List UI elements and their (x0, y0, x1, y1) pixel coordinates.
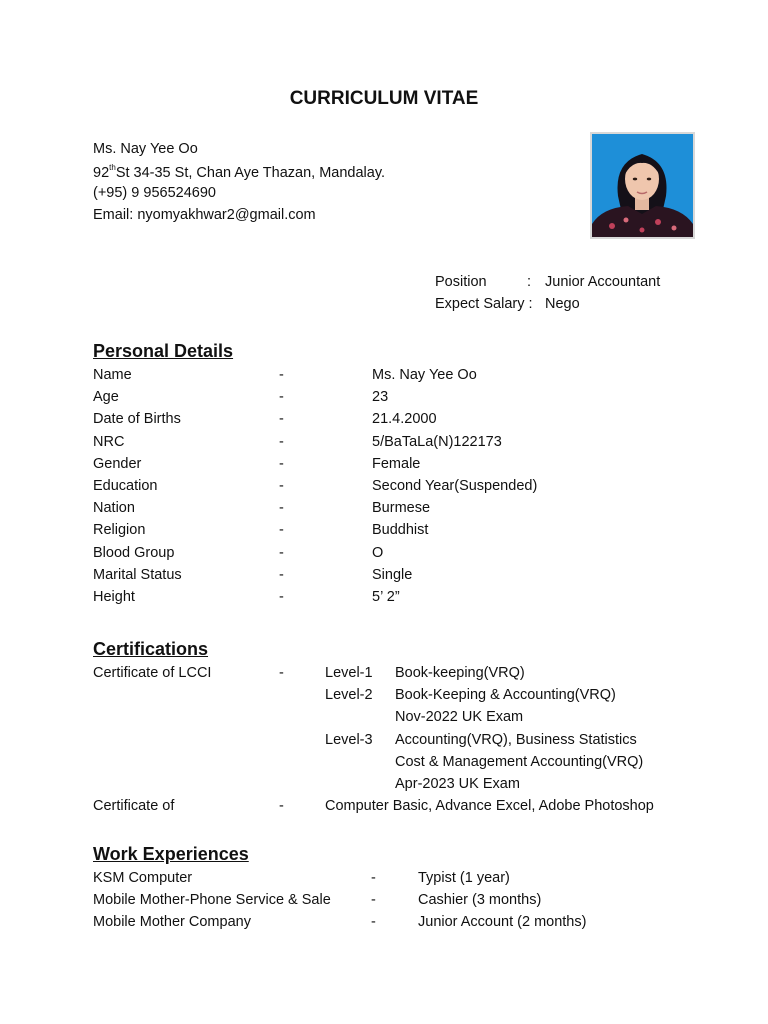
lcci-level-line (0, 732, 768, 754)
detail-label: Date of Births (93, 411, 181, 428)
contact-name: Ms. Nay Yee Oo (93, 141, 198, 157)
personal-detail-row (0, 434, 768, 456)
lcci-level: Level-1 (325, 665, 373, 681)
detail-value: Ms. Nay Yee Oo (372, 367, 477, 383)
lcci-level-line (0, 754, 768, 776)
detail-label: Height (93, 589, 135, 605)
detail-label: Marital Status (93, 566, 182, 583)
lcci-level-text: Nov-2022 UK Exam (395, 709, 524, 726)
position-label: Position (435, 274, 487, 290)
lcci-level: Level-2 (325, 687, 373, 704)
work-company: Mobile Mother Company (93, 914, 251, 931)
detail-value: 5’ 2” (372, 589, 400, 605)
work-experience-row (0, 914, 768, 936)
salary-row (0, 296, 768, 318)
personal-detail-row (0, 522, 768, 544)
lcci-label: Certificate of LCCI (93, 665, 212, 681)
contact-phone: (+95) 9 956524690 (93, 185, 216, 201)
work-experience-row (0, 892, 768, 914)
position-value: Junior Accountant (545, 274, 661, 290)
detail-label: NRC (93, 433, 125, 450)
work-company: Mobile Mother-Phone Service & Sale (93, 892, 331, 909)
lcci-separator: - (279, 665, 284, 681)
detail-value: Burmese (372, 500, 431, 517)
detail-separator: - (279, 455, 284, 472)
work-experience-row (0, 870, 768, 892)
work-separator: - (371, 870, 376, 886)
detail-separator: - (279, 433, 284, 450)
detail-label: Blood Group (93, 544, 175, 561)
salary-label: Expect Salary : (435, 296, 533, 312)
personal-detail-row (0, 478, 768, 500)
contact-address (93, 163, 385, 181)
detail-separator: - (279, 566, 284, 583)
address-street: St 34-35 St, Chan Aye Thazan, Mandalay. (115, 165, 386, 181)
lcci-level-line (0, 687, 768, 709)
lcci-level-text: Apr-2023 UK Exam (395, 776, 520, 792)
lcci-level-text: Book-Keeping & Accounting(VRQ) (395, 687, 616, 704)
personal-detail-row (0, 456, 768, 478)
detail-separator: - (279, 522, 284, 539)
detail-label: Nation (93, 500, 135, 517)
certifications-heading: Certifications (93, 639, 209, 659)
lcci-level-text: Cost & Management Accounting(VRQ) (395, 753, 644, 770)
lcci-level: Level-3 (325, 731, 373, 748)
other-certificate-label: Certificate of (93, 798, 175, 814)
contact-email: Email: nyomyakhwar2@gmail.com (93, 207, 316, 223)
other-certificate-value: Computer Basic, Advance Excel, Adobe Photoshop (325, 798, 654, 814)
detail-value: 21.4.2000 (372, 411, 437, 428)
detail-label: Education (93, 478, 158, 494)
detail-value: Second Year(Suspended) (372, 478, 538, 494)
work-experiences-heading: Work Experiences (93, 844, 249, 864)
work-role: Typist (1 year) (418, 870, 510, 886)
work-role: Junior Account (2 months) (418, 914, 587, 931)
personal-detail-row (0, 500, 768, 522)
detail-separator: - (279, 389, 284, 406)
personal-details-heading: Personal Details (93, 341, 234, 361)
lcci-level-text: Book-keeping(VRQ) (395, 665, 525, 681)
detail-value: 5/BaTaLa(N)122173 (372, 433, 502, 450)
detail-separator: - (279, 367, 284, 383)
detail-value: Single (372, 566, 413, 583)
detail-separator: - (279, 500, 284, 517)
address-superscript: th (109, 163, 116, 172)
detail-separator: - (279, 478, 284, 494)
position-row (0, 274, 768, 296)
page-title: CURRICULUM VITAE (289, 88, 479, 109)
detail-value: Female (372, 455, 421, 472)
detail-separator: - (279, 544, 284, 561)
other-certificate-separator: - (279, 798, 284, 814)
personal-detail-row (0, 545, 768, 567)
work-company: KSM Computer (93, 870, 193, 886)
lcci-level-line (0, 776, 768, 798)
detail-value: 23 (372, 389, 389, 406)
detail-value: Buddhist (372, 522, 429, 539)
position-separator: : (527, 274, 532, 290)
personal-detail-row (0, 411, 768, 433)
detail-value: O (372, 544, 384, 561)
lcci-level-text: Accounting(VRQ), Business Statistics (395, 731, 637, 748)
personal-detail-row (0, 389, 768, 411)
other-certificate-row (0, 798, 768, 820)
profile-photo (590, 132, 695, 239)
detail-label: Gender (93, 455, 142, 472)
salary-value: Nego (545, 296, 580, 312)
work-separator: - (371, 892, 376, 909)
detail-separator: - (279, 411, 284, 428)
detail-label: Name (93, 367, 132, 383)
lcci-level-line (0, 709, 768, 731)
personal-detail-row (0, 589, 768, 611)
detail-label: Religion (93, 522, 146, 539)
work-role: Cashier (3 months) (418, 892, 542, 909)
lcci-level-line (0, 665, 768, 687)
detail-separator: - (279, 589, 284, 605)
personal-detail-row (0, 567, 768, 589)
address-number: 92 (93, 165, 110, 181)
portrait-image (592, 134, 693, 237)
detail-label: Age (93, 389, 119, 406)
work-separator: - (371, 914, 376, 931)
personal-detail-row (0, 367, 768, 389)
